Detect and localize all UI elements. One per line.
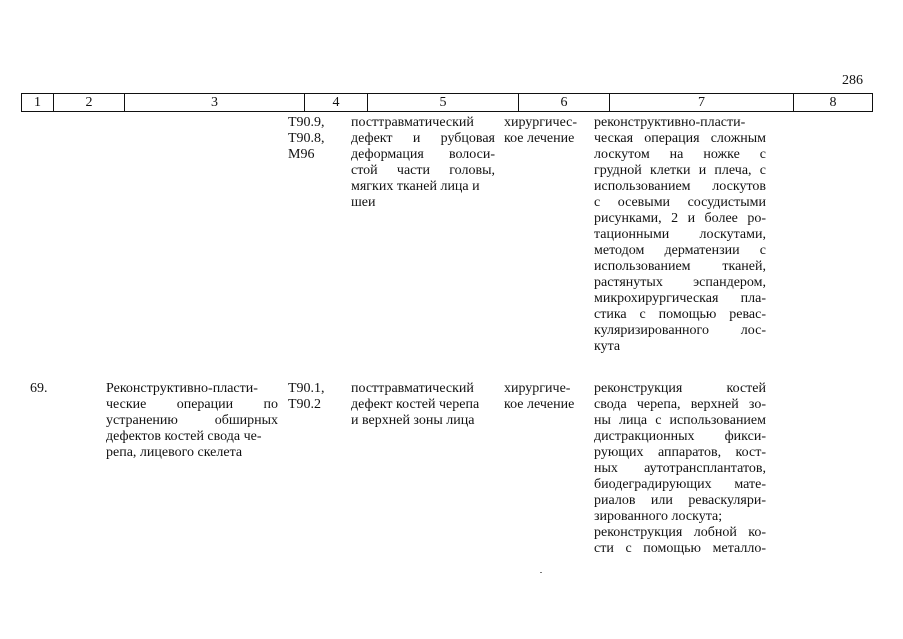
code-line: M96 xyxy=(288,147,315,162)
method-line: грудной клетки и плеча, с xyxy=(594,163,766,178)
method-line: куляризированного лос- xyxy=(594,323,766,338)
method-line: реконструкция костей xyxy=(594,381,766,396)
name-line: устранению обширных xyxy=(106,413,278,428)
continued-row-treatment xyxy=(504,115,586,147)
row-69-codes xyxy=(288,381,338,413)
code-line: T90.2 xyxy=(288,397,322,412)
method-line: рующих аппаратов, кост- xyxy=(594,445,766,460)
method-line: методом дерматензии с xyxy=(594,243,766,258)
continued-row-diagnosis xyxy=(351,115,495,211)
code-line: T90.8, xyxy=(288,131,325,146)
method-line: ных аутотрансплантатов, xyxy=(594,461,766,476)
method-line: ны лица с использованием xyxy=(594,413,766,428)
method-line: рисунками, 2 и более ро- xyxy=(594,211,766,226)
method-line: стика с помощью ревас- xyxy=(594,307,766,322)
diagnosis-line: посттравматический xyxy=(351,115,474,130)
method-line: ческая операция сложным xyxy=(594,131,766,146)
diagnosis-line: деформация волоси- xyxy=(351,147,495,162)
treatment-line: хирургичес- xyxy=(504,115,578,130)
method-line: реконструкция лобной ко- xyxy=(594,525,766,540)
column-number-7: 7 xyxy=(610,94,794,112)
column-number-3: 3 xyxy=(125,94,305,112)
column-number-2: 2 xyxy=(54,94,125,112)
method-line: свода черепа, верхней зо- xyxy=(594,397,766,412)
method-line: биодеградирующих мате- xyxy=(594,477,766,492)
method-line: использованием лоскутов xyxy=(594,179,766,194)
treatment-line: хирургиче- xyxy=(504,381,571,396)
diagnosis-line: стой части головы, xyxy=(351,163,495,178)
name-line: дефектов костей свода че- xyxy=(106,429,262,444)
column-number-4: 4 xyxy=(305,94,368,112)
method-line: лоскутом на ножке с xyxy=(594,147,766,162)
continued-row-codes xyxy=(288,115,338,163)
row-69-name xyxy=(106,381,278,461)
method-line: использованием тканей, xyxy=(594,259,766,274)
column-number-1: 1 xyxy=(22,94,54,112)
method-line: кута xyxy=(594,339,621,354)
treatment-line: кое лечение xyxy=(504,397,575,412)
code-line: T90.9, xyxy=(288,115,325,130)
diagnosis-line: посттравматический xyxy=(351,381,474,396)
row-number: 69. xyxy=(30,381,48,396)
method-line: реконструктивно-пласти- xyxy=(594,115,746,130)
row-69-method xyxy=(594,381,766,557)
method-line: микрохирургическая пла- xyxy=(594,291,766,306)
method-line: тационными лоскутами, xyxy=(594,227,766,242)
name-line: репа, лицевого скелета xyxy=(106,445,243,460)
page-number: 286 xyxy=(842,73,863,88)
name-line: ческие операции по xyxy=(106,397,278,412)
method-line: с осевыми сосудистыми xyxy=(594,195,766,210)
diagnosis-line: дефект и рубцовая xyxy=(351,131,495,146)
code-line: T90.1, xyxy=(288,381,325,396)
scan-speck xyxy=(540,572,542,573)
column-header-row xyxy=(21,93,873,112)
column-number-6: 6 xyxy=(519,94,610,112)
method-line: риалов или реваскуляри- xyxy=(594,493,766,508)
diagnosis-line: шеи xyxy=(351,195,376,210)
column-number-8: 8 xyxy=(794,94,873,112)
method-line: растянутых эспандером, xyxy=(594,275,766,290)
method-line: зированного лоскута; xyxy=(594,509,723,524)
diagnosis-line: дефект костей черепа xyxy=(351,397,480,412)
row-69-treatment xyxy=(504,381,586,413)
treatment-line: кое лечение xyxy=(504,131,575,146)
continued-row-method xyxy=(594,115,766,355)
name-line: Реконструктивно-пласти- xyxy=(106,381,258,396)
row-69-diagnosis xyxy=(351,381,495,429)
diagnosis-line: и верхней зоны лица xyxy=(351,413,475,428)
diagnosis-line: мягких тканей лица и xyxy=(351,179,480,194)
method-line: дистракционных фикси- xyxy=(594,429,766,444)
method-line: сти с помощью металло- xyxy=(594,541,766,556)
column-number-5: 5 xyxy=(368,94,519,112)
